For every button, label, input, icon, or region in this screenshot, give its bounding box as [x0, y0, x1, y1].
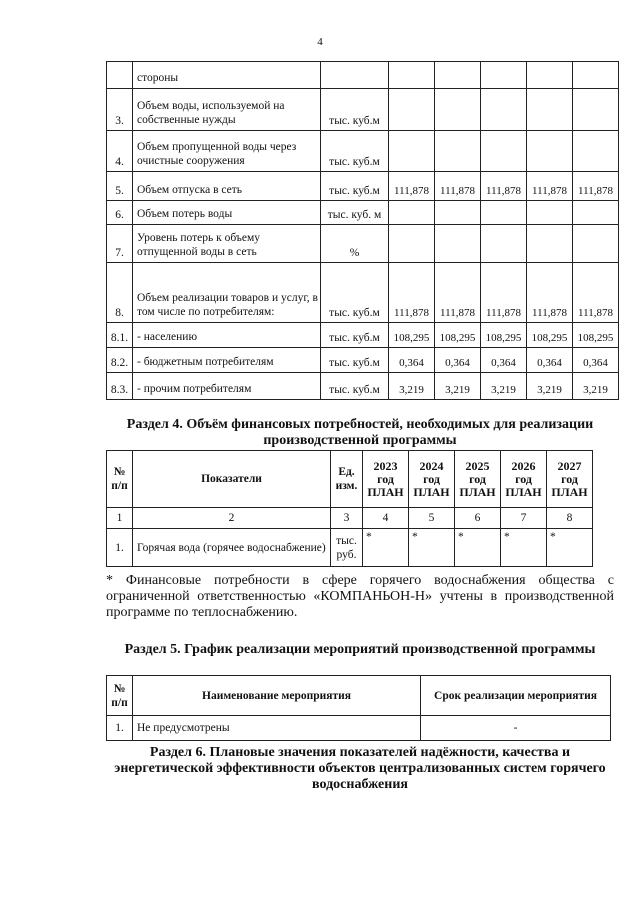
row-value: 3,219 [527, 373, 573, 400]
row-num: 8. [107, 263, 133, 323]
row-num: 7. [107, 225, 133, 263]
row-value: 108,295 [573, 323, 619, 348]
column-number-row [107, 508, 593, 529]
table-row [107, 225, 619, 263]
header-year: 2027 год ПЛАН [547, 451, 593, 508]
table-row [107, 89, 619, 131]
row-value [573, 131, 619, 172]
header-row [107, 676, 611, 716]
row-value: 0,364 [435, 348, 481, 373]
header-num: № п/п [107, 451, 133, 508]
row-num: 1. [107, 716, 133, 741]
row-num: 8.1. [107, 323, 133, 348]
row-unit: тыс. куб.м [321, 131, 389, 172]
row-term: - [421, 716, 611, 741]
table-row [107, 263, 619, 323]
row-value [435, 62, 481, 89]
row-value: 111,878 [389, 172, 435, 201]
row-value: 111,878 [527, 263, 573, 323]
row-value [573, 62, 619, 89]
row-value: 108,295 [527, 323, 573, 348]
table-row [107, 373, 619, 400]
row-description: - бюджетным потребителям [133, 348, 321, 373]
row-value [527, 201, 573, 225]
row-value: 0,364 [527, 348, 573, 373]
row-unit: тыс. куб.м [321, 323, 389, 348]
row-unit: тыс. руб. [331, 529, 363, 567]
row-value: 0,364 [389, 348, 435, 373]
row-num: 3. [107, 89, 133, 131]
header-row [107, 451, 593, 508]
header-num: № п/п [107, 676, 133, 716]
table-row [107, 201, 619, 225]
row-value: 3,219 [573, 373, 619, 400]
row-value: 111,878 [435, 172, 481, 201]
col-number: 1 [107, 508, 133, 529]
table-row [107, 716, 611, 741]
row-unit: тыс. куб.м [321, 348, 389, 373]
row-num: 4. [107, 131, 133, 172]
row-value: 3,219 [389, 373, 435, 400]
table-row [107, 172, 619, 201]
row-indicator: Горячая вода (горячее водоснабжение) [133, 529, 331, 567]
table-row [107, 348, 619, 373]
row-value [389, 89, 435, 131]
col-number: 7 [501, 508, 547, 529]
row-unit: тыс. куб.м [321, 373, 389, 400]
row-description: - прочим потребителям [133, 373, 321, 400]
row-value [389, 62, 435, 89]
row-value: 111,878 [481, 263, 527, 323]
row-value: 111,878 [481, 172, 527, 201]
col-number: 5 [409, 508, 455, 529]
row-value: 108,295 [481, 323, 527, 348]
header-year: 2025 год ПЛАН [455, 451, 501, 508]
row-value [435, 89, 481, 131]
row-value [481, 89, 527, 131]
row-description: Объем пропущенной воды через очистные сооружения [133, 131, 321, 172]
row-num: 8.3. [107, 373, 133, 400]
row-description: стороны [133, 62, 321, 89]
row-unit: тыс. куб.м [321, 89, 389, 131]
row-value: 108,295 [389, 323, 435, 348]
row-value: * [363, 529, 409, 567]
row-value [435, 131, 481, 172]
row-description: Объем отпуска в сеть [133, 172, 321, 201]
row-value [481, 131, 527, 172]
row-value [481, 62, 527, 89]
row-value [435, 225, 481, 263]
header-year: 2026 год ПЛАН [501, 451, 547, 508]
row-unit: % [321, 225, 389, 263]
row-value [389, 225, 435, 263]
row-description: Объем воды, используемой на собственные нужды [133, 89, 321, 131]
row-value [435, 201, 481, 225]
row-num: 8.2. [107, 348, 133, 373]
page-number: 4 [317, 36, 323, 48]
row-unit: тыс. куб.м [321, 263, 389, 323]
table-row [107, 62, 619, 89]
section6-title: Раздел 6. Плановые значения показателей надёжности, качества и энергетической эффективности объектов централизованных систем горячего водоснабжения [114, 745, 606, 792]
section4-title: Раздел 4. Объём финансовых потребностей, необходимых для реализации производственной программы [126, 417, 594, 448]
table-row [107, 323, 619, 348]
row-value: 3,219 [435, 373, 481, 400]
row-description: Уровень потерь к объему отпущенной воды в сеть [133, 225, 321, 263]
row-unit [321, 62, 389, 89]
row-description: - населению [133, 323, 321, 348]
header-unit: Ед. изм. [331, 451, 363, 508]
row-unit: тыс. куб.м [321, 172, 389, 201]
row-description: Объем потерь воды [133, 201, 321, 225]
row-value [573, 225, 619, 263]
row-value: * [547, 529, 593, 567]
section5-title: Раздел 5. График реализации мероприятий производственной программы [124, 642, 596, 657]
activities-table [106, 675, 611, 741]
row-value: 3,219 [481, 373, 527, 400]
row-value [527, 62, 573, 89]
financial-note: * Финансовые потребности в сфере горячего водоснабжения общества с ограниченной ответственностью «КОМПАНЬОН-Н» учтены в производственной программе по теплоснабжению. [106, 573, 614, 620]
row-description: Объем реализации товаров и услуг, в том числе по потребителям: [133, 263, 321, 323]
row-num: 5. [107, 172, 133, 201]
header-name: Наименование мероприятия [133, 676, 421, 716]
row-value: 0,364 [481, 348, 527, 373]
row-value: * [455, 529, 501, 567]
header-year: 2024 год ПЛАН [409, 451, 455, 508]
row-value: 108,295 [435, 323, 481, 348]
row-value: 111,878 [527, 172, 573, 201]
col-number: 6 [455, 508, 501, 529]
production-table [106, 61, 619, 400]
row-value [527, 225, 573, 263]
table-row [107, 131, 619, 172]
row-name: Не предусмотрены [133, 716, 421, 741]
row-value: 111,878 [573, 263, 619, 323]
row-value: 0,364 [573, 348, 619, 373]
col-number: 4 [363, 508, 409, 529]
row-value [389, 131, 435, 172]
row-num: 6. [107, 201, 133, 225]
col-number: 3 [331, 508, 363, 529]
row-value: 111,878 [389, 263, 435, 323]
header-indicator: Показатели [133, 451, 331, 508]
row-value: * [501, 529, 547, 567]
row-value [573, 201, 619, 225]
row-value [481, 201, 527, 225]
table-row [107, 529, 593, 567]
col-number: 2 [133, 508, 331, 529]
row-num [107, 62, 133, 89]
row-value: * [409, 529, 455, 567]
row-value: 111,878 [435, 263, 481, 323]
row-value [573, 89, 619, 131]
row-unit: тыс. куб. м [321, 201, 389, 225]
header-year: 2023 год ПЛАН [363, 451, 409, 508]
financial-needs-table [106, 450, 593, 567]
col-number: 8 [547, 508, 593, 529]
row-value [481, 225, 527, 263]
row-value [527, 131, 573, 172]
row-value: 111,878 [573, 172, 619, 201]
header-term: Срок реализации мероприятия [421, 676, 611, 716]
row-value [389, 201, 435, 225]
row-num: 1. [107, 529, 133, 567]
row-value [527, 89, 573, 131]
